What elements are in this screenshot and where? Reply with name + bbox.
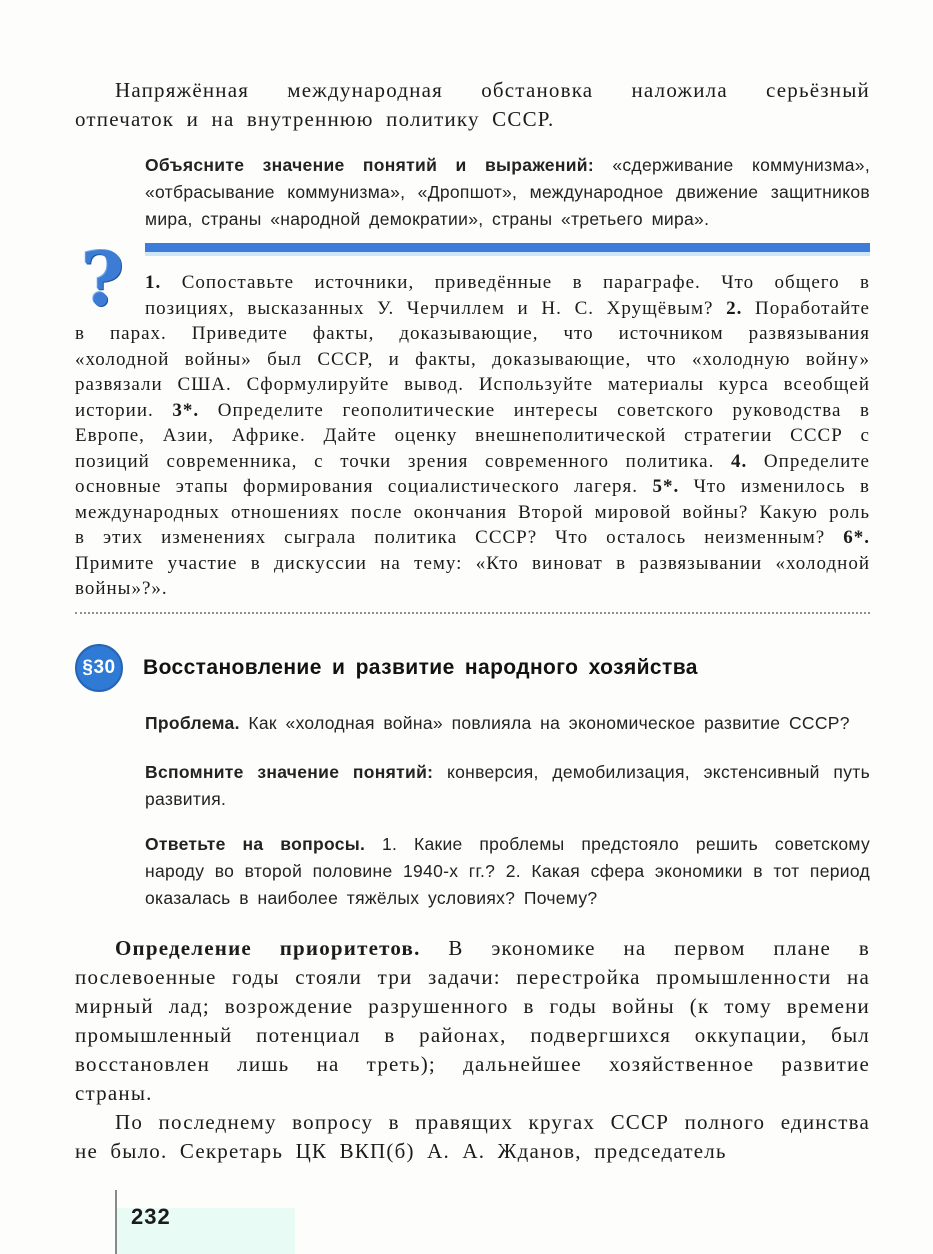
explain-task-block [145, 152, 870, 233]
recall-text: конверсия, демобилизация, экстенсивный путь развития. [145, 761, 870, 809]
problem-lead: Проблема. [145, 712, 240, 733]
section-heading [75, 644, 870, 692]
explain-task-lead: Объясните значение понятий и выражений: [145, 155, 594, 175]
questions-section [75, 237, 870, 614]
recall-lead: Вспомните значение понятий: [145, 761, 434, 782]
paragraph-number-badge: §30 [75, 644, 123, 692]
answer-questions-block [145, 831, 870, 912]
page-number: 232 [131, 1204, 171, 1229]
dotted-separator [75, 612, 870, 614]
intro-paragraph: Напряжённая международная обстановка наложила серьёзный отпечаток и на внутреннюю политику СССР. [75, 78, 870, 131]
question-mark-icon: ? [81, 237, 125, 323]
questions-paragraph: 1. Сопоставьте источники, приведённые в параграфе. Что общего в позициях, высказанных У. Черчиллем и Н. С. Хрущёвым? 2. Поработайте в парах. Приведите факты, доказывающие, что источником развязывания «холодной войны» был СССР, и факты, доказывающие, что «холодную войну» развязали США. Сформулируйте вывод. Используйте материалы курса всеобщей истории. 3*. Определите геополитические интересы советского руководства в Европе, Азии, Африке. Дайте оценку внешнеполитической стратегии СССР с позиций современника, с точки зрения современного политика. 4. Определите основные этапы формирования социалистического лагеря. 5*. Что изменилось в международных отношениях после окончания Второй мировой войны? Какую роль в этих изменениях сыграла политика СССР? Что осталось неизменным? 6*. Примите участие в дискуссии на тему: «Кто виноват в развязывании «холодной войны»?». [75, 272, 870, 599]
body-paragraph-1 [75, 934, 870, 1108]
section-divider-bar [145, 243, 870, 256]
footer-vertical-rule [115, 1190, 117, 1254]
answer-lead: Ответьте на вопросы. [145, 833, 366, 854]
recall-block [145, 759, 870, 813]
explain-task-text: «сдерживание коммунизма», «отбрасывание коммунизма», «Дропшот», международное движение защитников мира, страны «народной демократии», страны «третьего мира». [145, 155, 870, 229]
problem-text: Как «холодная война» повлияла на экономическое развитие СССР? [239, 712, 850, 733]
body-paragraph-1-text: В экономике на первом плане в послевоенные годы стояли три задачи: перестройка промышленности на мирный лад; возрождение разрушенного в годы войны (к тому времени промышленный потенциал в районах, подвергшихся оккупации, был восстановлен лишь на треть); дальнейшее хозяйственное развитие страны. [75, 935, 870, 1105]
answer-text: 1. Какие проблемы предстояло решить советскому народу во второй половине 1940-х гг.? 2. Какая сфера экономики в тот период оказалась в наиболее тяжёлых условиях? Почему? [145, 833, 870, 908]
body-paragraph-1-lead: Определение приоритетов. [115, 935, 421, 960]
problem-block [145, 710, 870, 737]
section-title: Восстановление и развитие народного хозяйства [143, 655, 698, 679]
body-paragraph-2: По последнему вопросу в правящих кругах СССР полного единства не было. Секретарь ЦК ВКП(б) А. А. Жданов, председатель [75, 1109, 870, 1163]
